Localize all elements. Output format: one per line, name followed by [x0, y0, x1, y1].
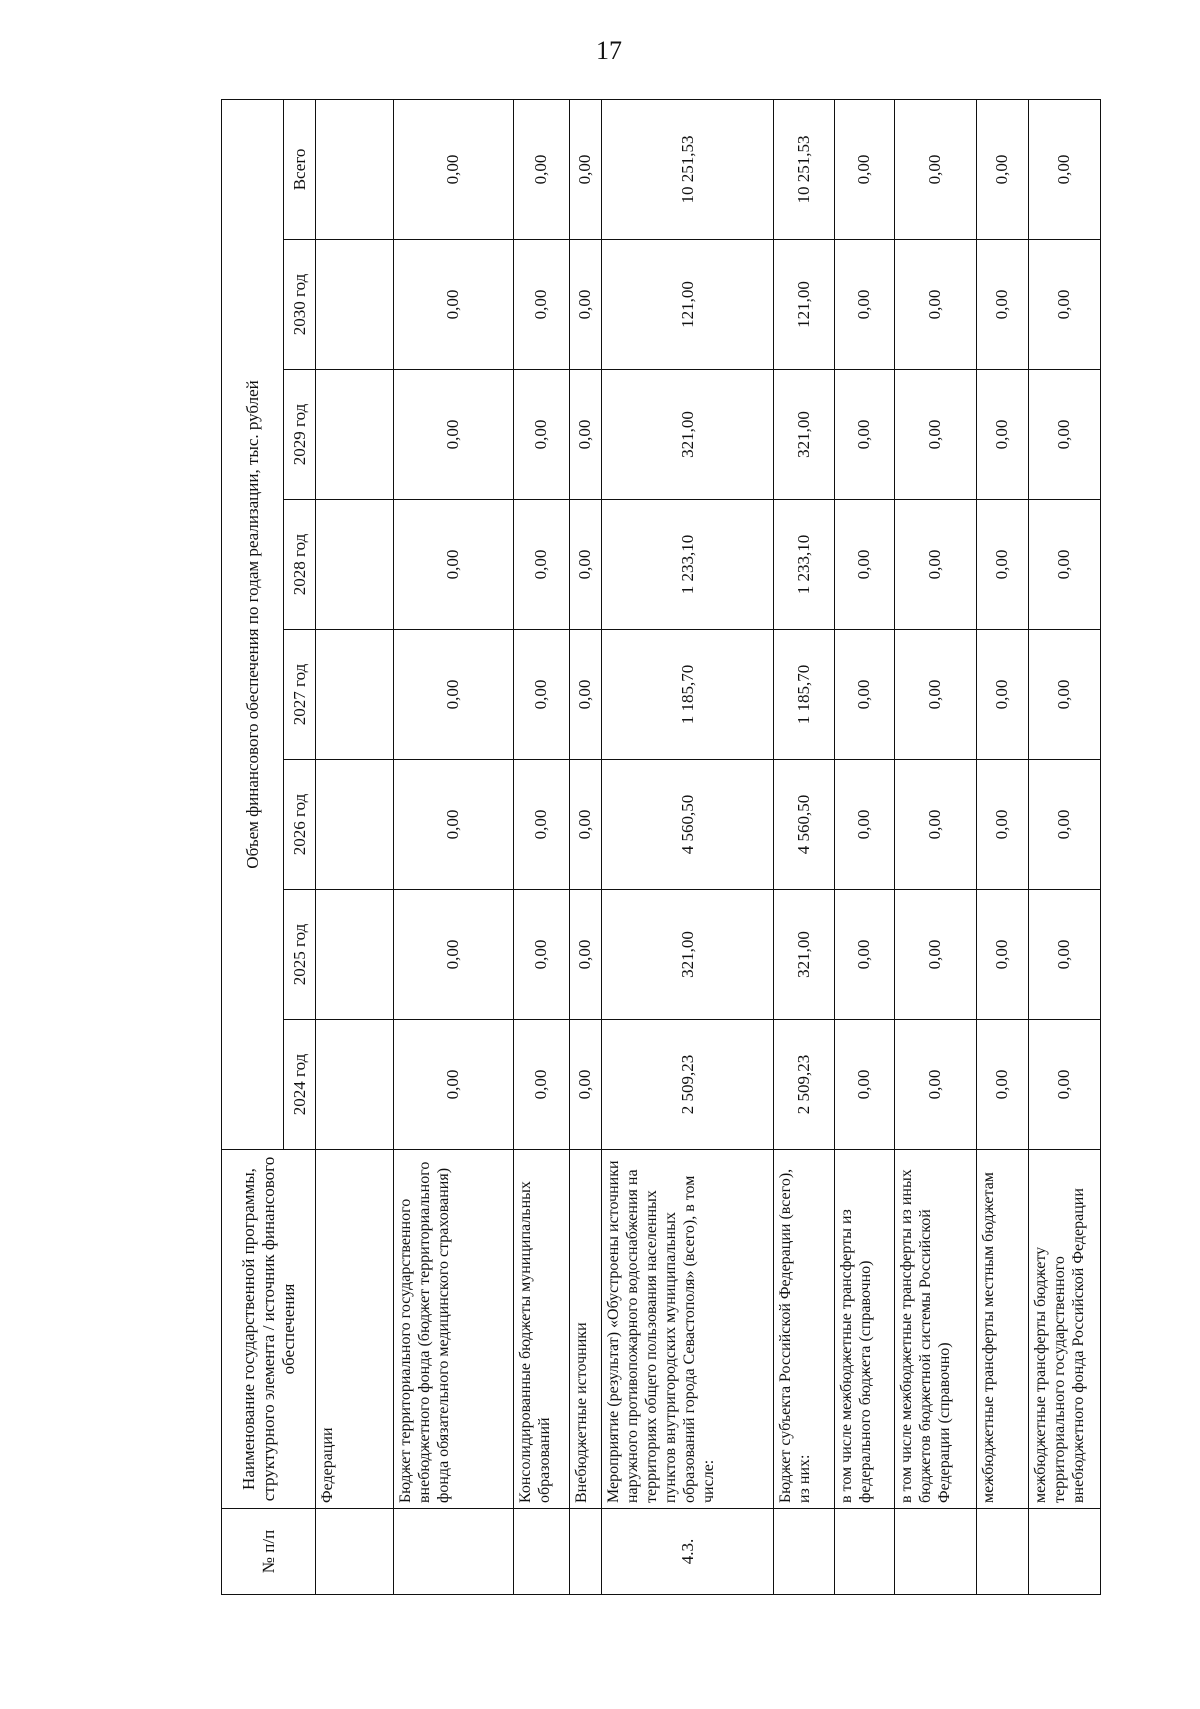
value-cell: 0,00	[895, 890, 976, 1020]
value-cell: 0,00	[834, 500, 894, 630]
value-cell: 4 560,50	[774, 760, 834, 890]
value-cell: 0,00	[976, 370, 1028, 500]
value-cell: 0,00	[976, 1020, 1028, 1150]
value-cell: 2 509,23	[602, 1020, 774, 1150]
header-year: 2028 год	[284, 500, 316, 630]
page-number: 17	[596, 36, 622, 65]
row-name: в том числе межбюджетные трансферты из иных бюджетов бюджетной системы Российской Федерации (справочно)	[895, 1150, 976, 1509]
table-row	[976, 99, 1028, 1594]
value-cell: 0,00	[895, 99, 976, 239]
value-cell: 0,00	[393, 500, 513, 630]
value-cell: 321,00	[602, 890, 774, 1020]
value-cell: 2 509,23	[774, 1020, 834, 1150]
value-cell: 0,00	[513, 99, 569, 239]
value-cell: 0,00	[513, 240, 569, 370]
table-row	[393, 99, 513, 1594]
table-row	[774, 99, 834, 1594]
value-cell: 321,00	[602, 370, 774, 500]
value-cell: 0,00	[513, 760, 569, 890]
value-cell	[316, 890, 394, 1020]
header-volume: Объем финансового обеспечения по годам реализации, тыс. рублей	[222, 99, 284, 1149]
value-cell: 321,00	[774, 370, 834, 500]
row-name: Консолидированные бюджеты муниципальных образований	[513, 1150, 569, 1509]
value-cell: 0,00	[569, 99, 602, 239]
value-cell: 0,00	[569, 630, 602, 760]
value-cell: 0,00	[569, 760, 602, 890]
row-number	[393, 1509, 513, 1595]
value-cell	[316, 370, 394, 500]
value-cell: 0,00	[976, 500, 1028, 630]
value-cell	[316, 99, 394, 239]
value-cell: 0,00	[834, 99, 894, 239]
value-cell: 0,00	[1028, 1020, 1100, 1150]
table-row	[316, 99, 394, 1594]
value-cell	[316, 500, 394, 630]
header-year: 2026 год	[284, 760, 316, 890]
row-name: Мероприятие (результат) «Обустроены источники наружного противопожарного водоснабжения на территориях общего пользования населенных пунктов внутригородских муниципальных образований города Севастополя» (всего), в том числе:	[602, 1150, 774, 1509]
value-cell: 0,00	[895, 370, 976, 500]
row-name: Внебюджетные источники	[569, 1150, 602, 1509]
value-cell: 0,00	[393, 99, 513, 239]
value-cell: 0,00	[834, 890, 894, 1020]
value-cell: 0,00	[976, 760, 1028, 890]
value-cell: 0,00	[513, 500, 569, 630]
value-cell: 0,00	[1028, 630, 1100, 760]
value-cell: 0,00	[393, 890, 513, 1020]
value-cell: 1 185,70	[602, 630, 774, 760]
row-name: Бюджет субъекта Российской Федерации (всего), из них:	[774, 1150, 834, 1509]
value-cell: 0,00	[569, 1020, 602, 1150]
value-cell: 0,00	[976, 630, 1028, 760]
header-year: 2029 год	[284, 370, 316, 500]
row-number: 4.3.	[602, 1509, 774, 1595]
table-row	[1028, 99, 1100, 1594]
row-number	[316, 1509, 394, 1595]
value-cell: 0,00	[1028, 240, 1100, 370]
header-year: Всего	[284, 99, 316, 239]
value-cell: 0,00	[1028, 500, 1100, 630]
value-cell: 0,00	[393, 760, 513, 890]
value-cell: 0,00	[1028, 370, 1100, 500]
value-cell: 10 251,53	[774, 99, 834, 239]
value-cell	[316, 1020, 394, 1150]
value-cell: 0,00	[1028, 99, 1100, 239]
value-cell: 0,00	[834, 1020, 894, 1150]
value-cell: 1 185,70	[774, 630, 834, 760]
row-name: Федерации	[316, 1150, 394, 1509]
value-cell: 121,00	[774, 240, 834, 370]
header-num: № п/п	[222, 1509, 316, 1595]
value-cell: 0,00	[1028, 760, 1100, 890]
value-cell: 0,00	[895, 240, 976, 370]
value-cell: 321,00	[774, 890, 834, 1020]
row-name: межбюджетные трансферты бюджету территориального государственного внебюджетного фонда Российской Федерации	[1028, 1150, 1100, 1509]
table-row	[834, 99, 894, 1594]
value-cell: 0,00	[895, 1020, 976, 1150]
value-cell: 0,00	[513, 370, 569, 500]
value-cell: 0,00	[834, 630, 894, 760]
value-cell: 0,00	[834, 760, 894, 890]
value-cell: 0,00	[569, 370, 602, 500]
value-cell: 0,00	[393, 370, 513, 500]
table-row	[513, 99, 569, 1594]
value-cell: 0,00	[976, 240, 1028, 370]
value-cell: 121,00	[602, 240, 774, 370]
value-cell: 0,00	[895, 630, 976, 760]
value-cell	[316, 240, 394, 370]
value-cell: 0,00	[393, 240, 513, 370]
row-name: в том числе межбюджетные трансферты из федерального бюджета (справочно)	[834, 1150, 894, 1509]
row-name: Бюджет территориального государственного внебюджетного фонда (бюджет территориального фонда обязательного медицинского страхования)	[393, 1150, 513, 1509]
value-cell: 0,00	[1028, 890, 1100, 1020]
rotated-table-container	[221, 110, 1101, 1595]
table-row	[569, 99, 602, 1594]
row-number	[895, 1509, 976, 1595]
value-cell: 1 233,10	[774, 500, 834, 630]
row-number	[834, 1509, 894, 1595]
financing-table	[221, 99, 1101, 1595]
header-year: 2024 год	[284, 1020, 316, 1150]
value-cell: 0,00	[895, 500, 976, 630]
header-name: Наименование государственной программы, структурного элемента / источник финансового обеспечения	[222, 1150, 316, 1509]
row-number	[513, 1509, 569, 1595]
value-cell: 0,00	[569, 240, 602, 370]
header-year: 2030 год	[284, 240, 316, 370]
table-row	[602, 99, 774, 1594]
value-cell: 4 560,50	[602, 760, 774, 890]
value-cell	[316, 760, 394, 890]
row-number	[976, 1509, 1028, 1595]
value-cell: 0,00	[834, 240, 894, 370]
value-cell: 1 233,10	[602, 500, 774, 630]
row-number	[569, 1509, 602, 1595]
row-number	[774, 1509, 834, 1595]
value-cell: 0,00	[895, 760, 976, 890]
value-cell: 0,00	[569, 500, 602, 630]
table-row	[895, 99, 976, 1594]
value-cell: 0,00	[393, 1020, 513, 1150]
value-cell: 0,00	[393, 630, 513, 760]
value-cell: 10 251,53	[602, 99, 774, 239]
header-year: 2027 год	[284, 630, 316, 760]
value-cell: 0,00	[513, 630, 569, 760]
value-cell: 0,00	[976, 99, 1028, 239]
value-cell: 0,00	[834, 370, 894, 500]
value-cell: 0,00	[976, 890, 1028, 1020]
value-cell: 0,00	[569, 890, 602, 1020]
row-name: межбюджетные трансферты местным бюджетам	[976, 1150, 1028, 1509]
row-number	[1028, 1509, 1100, 1595]
value-cell	[316, 630, 394, 760]
value-cell: 0,00	[513, 890, 569, 1020]
header-year: 2025 год	[284, 890, 316, 1020]
value-cell: 0,00	[513, 1020, 569, 1150]
